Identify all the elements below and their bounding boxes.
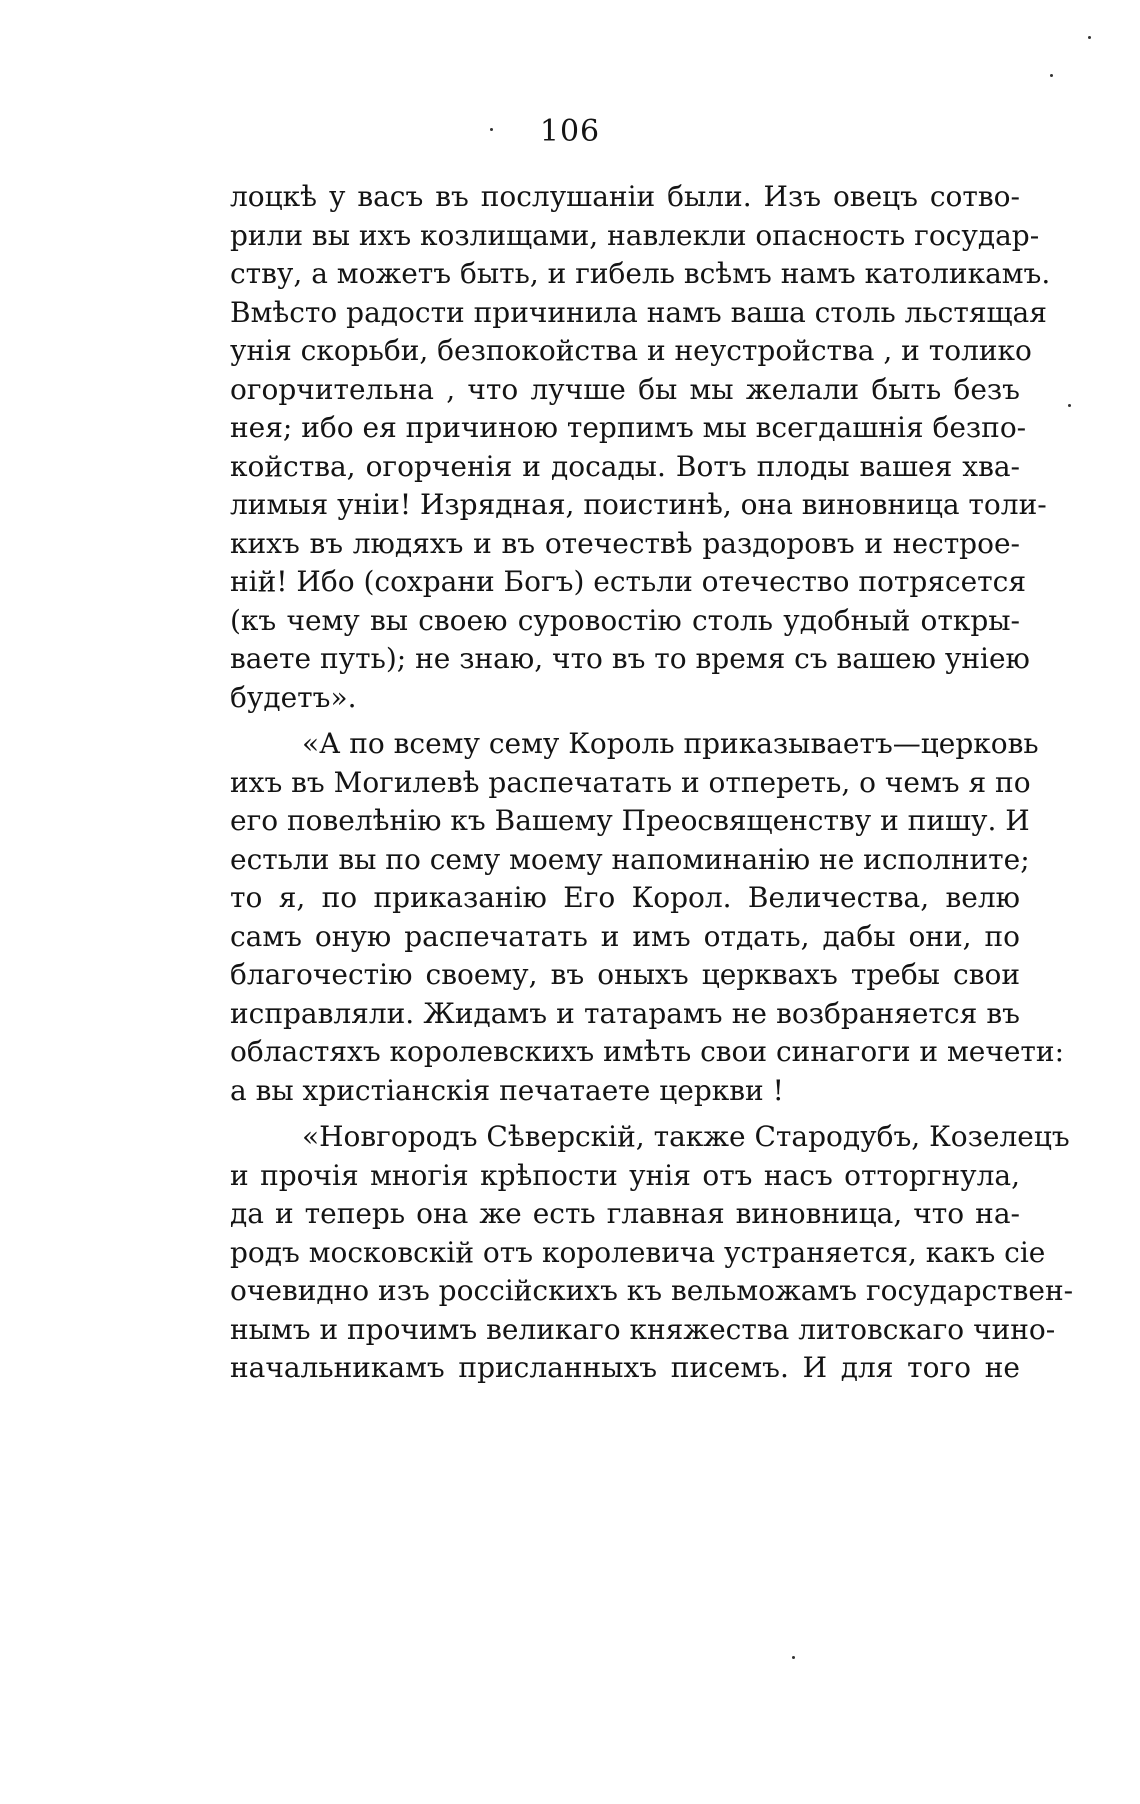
print-speck <box>792 1656 795 1659</box>
text-line: начальникамъ присланныхъ писемъ. И для того не <box>230 1351 1020 1384</box>
text-line: самъ оную распечатать и имъ отдать, дабы они, по <box>230 919 1020 953</box>
text-line: нiй! Ибо (сохрани Богъ) естьли отечество потрясется <box>230 565 1027 598</box>
page-number: 106 <box>539 114 601 149</box>
body-text <box>230 178 1074 1388</box>
print-speck <box>1088 36 1091 39</box>
text-line: исправляли. Жидамъ и татарамъ не возбраняется въ <box>230 996 1020 1030</box>
print-speck <box>1068 404 1071 407</box>
paragraph-2 <box>230 725 1065 1110</box>
text-line: (къ чему вы своею суровостiю столь удобный откры- <box>230 603 1020 637</box>
paragraph-1 <box>230 178 1051 717</box>
text-line: а вы христiанскiя печатаете церкви ! <box>230 1073 784 1107</box>
text-line: то я, по приказанiю Его Корол. Величества, велю <box>230 881 1020 914</box>
text-line: «А по всему сему Король приказываетъ—церковь <box>302 727 1039 760</box>
text-line: его повелѣнiю къ Вашему Преосвященству и пишу. И <box>230 804 1030 837</box>
text-line: «Новгородъ Сѣверскiй, также Стародубъ, Козелецъ <box>302 1120 1070 1153</box>
text-line: рили вы ихъ козлищами, навлекли опасность государ- <box>230 218 1040 252</box>
text-line: областяхъ королевскихъ имѣть свои синагоги и мечети: <box>230 1035 1065 1068</box>
text-line: да и теперь она же есть главная виновница, что на- <box>230 1197 1020 1230</box>
text-line: естьли вы по сему моему напоминанiю не исполните; <box>230 842 1030 876</box>
text-line: ству, а можетъ быть, и гибель всѣмъ намъ католикамъ. <box>230 257 1051 290</box>
paragraph-3 <box>230 1118 1074 1388</box>
text-line: ваете путь); не знаю, что въ то время съ вашею унiею <box>230 642 1030 675</box>
text-line: Вмѣсто радости причинила намъ ваша столь льстящая <box>230 295 1047 329</box>
text-line: койства, огорченiя и досады. Вотъ плоды вашея хва- <box>230 449 1020 483</box>
text-line: очевидно изъ россiйскихъ къ вельможамъ государствен- <box>230 1274 1074 1307</box>
text-line: кихъ въ людяхъ и въ отечествѣ раздоровъ и нестрое- <box>230 526 1020 560</box>
text-line: ихъ въ Могилевѣ распечатать и отпереть, о чемъ я по <box>230 765 1031 799</box>
text-line: будетъ». <box>230 680 357 714</box>
text-line: нымъ и прочимъ великаго княжества литовскаго чино- <box>230 1312 1056 1346</box>
text-line: благочестiю своему, въ оныхъ церквахъ требы свои <box>230 958 1020 991</box>
text-line: унiя скорьби, безпокойства и неустройства , и толико <box>230 334 1032 367</box>
print-speck <box>1050 74 1053 77</box>
text-line: лоцкѣ у васъ въ послушанiи были. Изъ овецъ сотво- <box>230 180 1020 213</box>
text-line: и прочiя многiя крѣпости унiя отъ насъ отторгнула, <box>230 1158 1020 1192</box>
text-line: лимыя унiи! Изрядная, поистинѣ, она виновница толи- <box>230 488 1047 521</box>
text-line: огорчительна , что лучше бы мы желали быть безъ <box>230 372 1020 406</box>
text-line: нея; ибо ея причиною терпимъ мы всегдашнiя безпо- <box>230 411 1027 444</box>
text-line: родъ московскiй отъ королевича устраняется, какъ сiе <box>230 1235 1046 1269</box>
print-speck <box>490 128 493 131</box>
